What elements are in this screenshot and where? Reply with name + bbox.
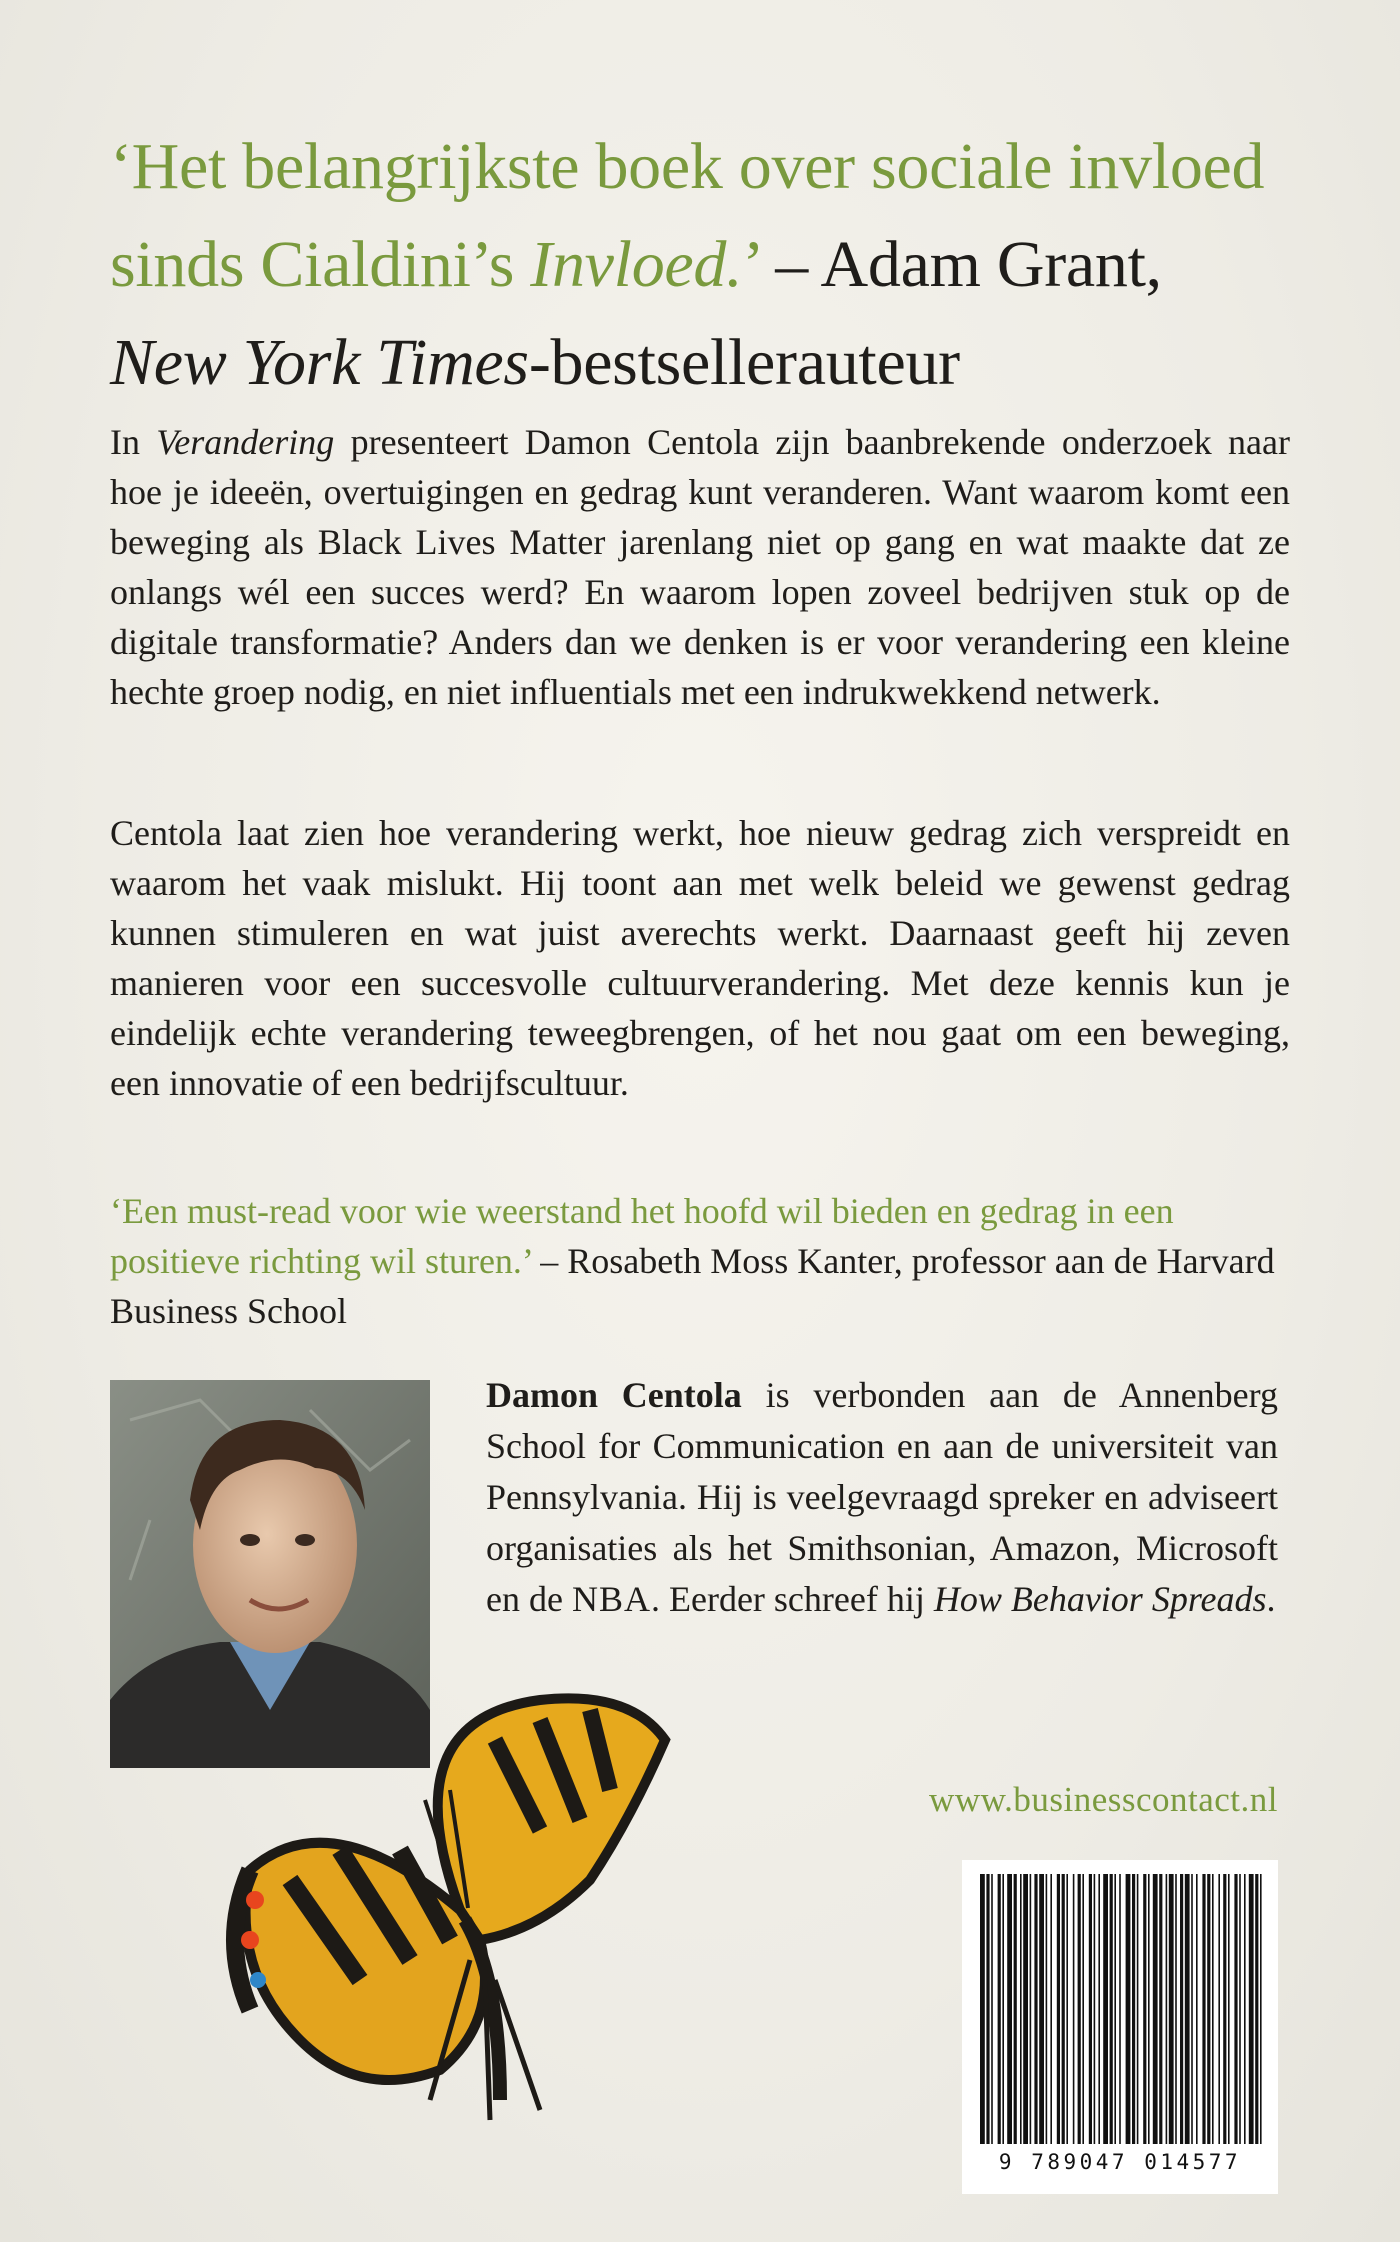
quote-attribution: – Adam Grant,: [759, 228, 1162, 301]
quote-book-title: Invloed.: [530, 228, 743, 301]
barcode-bar: [1066, 1874, 1068, 2144]
barcode-bar: [1244, 1874, 1246, 2144]
barcode-bar: [1020, 1874, 1022, 2144]
barcode-bar: [1180, 1874, 1183, 2144]
barcode-bar: [1249, 1874, 1254, 2144]
barcode-bar: [1014, 1874, 1017, 2144]
barcode-bar: [1023, 1874, 1028, 2144]
barcode-bar: [1094, 1874, 1096, 2144]
quote-attribution-role: -bestsellerauteur: [528, 326, 960, 399]
barcode-bar: [1007, 1874, 1012, 2144]
isbn-number: 9 789047 014577: [998, 2150, 1242, 2174]
barcode: [962, 1860, 1278, 2194]
barcode-bar: [1175, 1874, 1177, 2144]
barcode-bar: [1185, 1874, 1190, 2144]
barcode-bar: [986, 1874, 989, 2144]
publisher-website: www.businesscontact.nl: [929, 1780, 1278, 1819]
barcode-bar: [1260, 1874, 1262, 2144]
barcode-bar: [1191, 1874, 1193, 2144]
barcode-bar: [1082, 1874, 1084, 2144]
headline-quote: [110, 118, 1290, 412]
barcode-bar: [1039, 1874, 1044, 2144]
barcode-bar: [1148, 1874, 1150, 2144]
book-title: Verandering: [156, 422, 335, 462]
barcode-bar: [1207, 1874, 1210, 2144]
quote-text: ‘Het belangrijkste boek over sociale invloed sinds Cialdini’s: [110, 130, 1265, 301]
barcode-bar: [1132, 1874, 1135, 2144]
barcode-bar: [1062, 1874, 1065, 2144]
barcode-bar: [1218, 1874, 1220, 2144]
bio-text-2: . Eerder schreef hij: [650, 1579, 934, 1619]
barcode-bar: [1126, 1874, 1131, 2144]
barcode-bar: [1223, 1874, 1226, 2144]
endorsement-quote: [110, 1186, 1290, 1336]
butterfly-illustration: [210, 1680, 770, 2242]
previous-book-title: How Behavior Spreads: [933, 1579, 1267, 1619]
bio-text-3: .: [1266, 1579, 1276, 1619]
blurb-paragraph-1: [110, 417, 1290, 717]
author-bio: [486, 1370, 1278, 1625]
barcode-bar: [1196, 1874, 1198, 2144]
barcode-bar: [1098, 1874, 1100, 2144]
paragraph-lead: In: [110, 422, 157, 462]
barcode-bar: [1057, 1874, 1060, 2144]
author-name: Damon Centola: [486, 1375, 742, 1415]
barcode-bar: [1239, 1874, 1241, 2144]
barcode-bar: [1212, 1874, 1214, 2144]
barcode-bar: [1030, 1874, 1032, 2144]
endorsement-attribution: – Rosabeth Moss Kanter, professor aan de Harvard Business School: [110, 1241, 1275, 1331]
barcode-bar: [1046, 1874, 1048, 2144]
barcode-bar: [1002, 1874, 1004, 2144]
blurb-paragraph-2: Centola laat zien hoe verandering werkt, hoe nieuw gedrag zich verspreidt en waarom het vaak mislukt. Hij toont aan met welk beleid we gewenst gedrag kunnen stimuleren en wat juist averechts werkt. Daarnaast geeft hij zeven manieren voor een succesvolle cultuurverandering. Met deze kennis kun je eindelijk echte verandering teweegbrengen, of het nou gaat om een beweging, een innovatie of een bedrijfscultuur.: [110, 813, 1290, 1103]
barcode-bar: [1228, 1874, 1230, 2144]
quote-attribution-publication: New York Times: [110, 326, 529, 399]
barcode-bar: [980, 1874, 985, 2144]
barcode-bar: [1114, 1874, 1116, 2144]
barcode-bar: [998, 1874, 1001, 2144]
barcode-bar: [1089, 1874, 1092, 2144]
barcode-bar: [991, 1874, 993, 2144]
barcode-bar: [1202, 1874, 1205, 2144]
barcode-bar: [1143, 1874, 1146, 2144]
barcode-bar: [1153, 1874, 1158, 2144]
bio-text: is verbonden aan de Annenberg School for Communication en aan de universiteit van Pennsylvania. Hij is veelgevraagd spreker en adviseert organisaties als het Smithsonian, Amazon, Microsoft en de: [486, 1375, 1278, 1619]
barcode-bar: [1234, 1874, 1237, 2144]
barcode-bar: [1255, 1874, 1258, 2144]
barcode-bar: [1110, 1874, 1113, 2144]
endorsement-text: ‘Een must-read voor wie weerstand het hoofd wil bieden en gedrag in een positieve richting wil sturen.’: [110, 1191, 1174, 1281]
barcode-bar: [1137, 1874, 1139, 2144]
barcode-bar: [1166, 1874, 1168, 2144]
barcode-bar: [1119, 1874, 1121, 2144]
barcode-bar: [1034, 1874, 1037, 2144]
barcode-bar: [1169, 1874, 1174, 2144]
barcode-bar: [1078, 1874, 1081, 2144]
paragraph-text: presenteert Damon Centola zijn baanbrekende onderzoek naar hoe je ideeën, overtuigingen en gedrag kunt veranderen. Want waarom komt een beweging als Black Lives Matter jarenlang niet op gang en wat maakte dat ze onlangs wél een succes werd? En waarom lopen zoveel bedrijven stuk op de digitale transformatie? Anders dan we denken is er voor verandering een kleine hechte groep nodig, en niet influentials met een indrukwekkend netwerk.: [110, 422, 1290, 712]
barcode-bar: [1050, 1874, 1052, 2144]
bio-nba: NBA: [571, 1579, 651, 1619]
quote-close: ’: [742, 228, 760, 301]
barcode-bar: [1159, 1874, 1162, 2144]
barcode-bar: [1103, 1874, 1108, 2144]
barcode-bar: [1073, 1874, 1075, 2144]
